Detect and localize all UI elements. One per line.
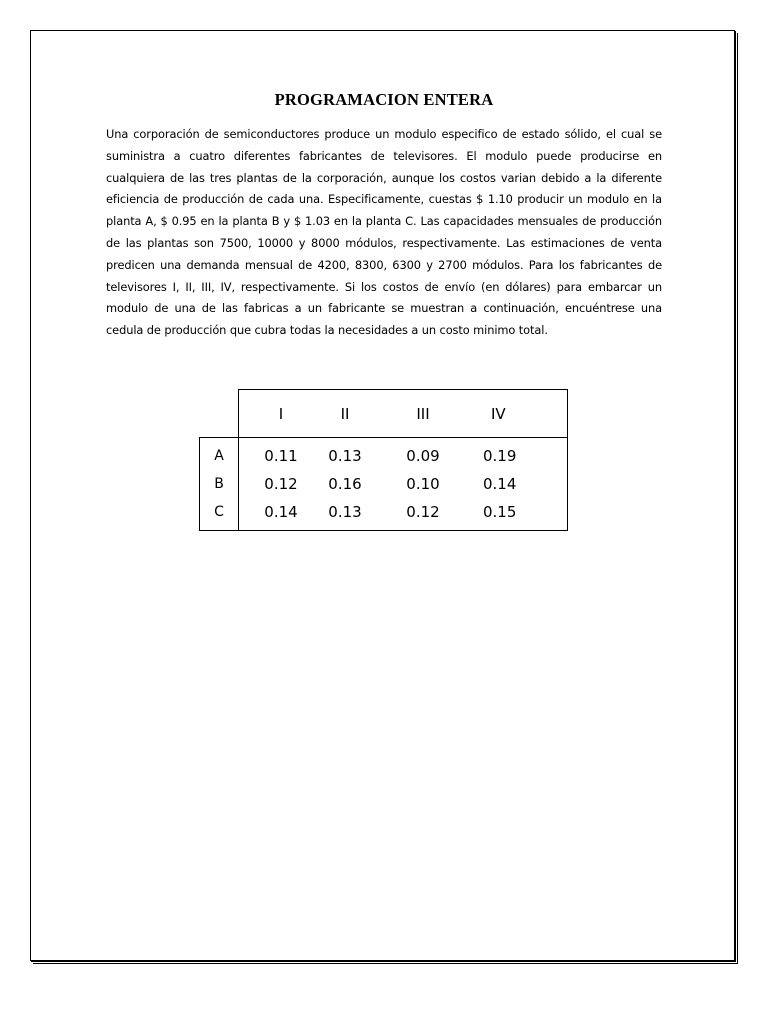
cell-b-ii: 0.16 <box>328 475 362 493</box>
row-header-a: A <box>200 438 239 471</box>
row-header-c: C <box>200 498 239 531</box>
cell-a-i: 0.11 <box>239 438 324 471</box>
cell-c-iii: 0.12 <box>367 498 479 531</box>
cell-c-iv: 0.15 <box>479 498 567 531</box>
table-row-c <box>200 498 568 531</box>
row-header-b: B <box>200 470 239 498</box>
column-header-iii: III <box>367 390 479 438</box>
table-row-b <box>200 470 568 498</box>
table-corner <box>200 390 239 438</box>
cell-b-i: 0.12 <box>264 475 298 493</box>
cell-c-i: 0.14 <box>239 498 324 531</box>
table-row-a <box>200 438 568 471</box>
column-header-ii: II <box>323 390 367 438</box>
cell-a-iv: 0.19 <box>479 438 567 471</box>
cell-b-iii: 0.10 <box>406 475 440 493</box>
problem-statement: Una corporación de semiconductores produce un modulo especifico de estado sólido, el cual se suministra a cuatro diferentes fabricantes de televisores. El modulo puede producirse en cualquiera de las tres plantas de la corporación, aunque los costos varian debido a la diferente eficiencia de producción de cada una. Especificamente, cuestas $ 1.10 producir un modulo en la planta A, $ 0.95 en la planta B y $ 1.03 en la planta C. Las capacidades mensuales de producción de las plantas son 7500, 10000 y 8000 módulos, respectivamente. Las estimaciones de venta predicen una demanda mensual de 4200, 8300, 6300 y 2700 módulos. Para los fabricantes de televisores I, II, III, IV, respectivamente. Si los costos de envío (en dólares) para embarcar un modulo de una de las fabricas a un fabricante se muestran a continuación, encuéntrese una cedula de producción que cubra todas la necesidades a un costo minimo total. <box>106 127 662 338</box>
cell-b-iv: 0.14 <box>479 470 567 498</box>
column-header-i: I <box>239 390 324 438</box>
column-header-iv: IV <box>479 390 567 438</box>
table-header-row <box>200 390 568 438</box>
cell-c-ii: 0.13 <box>323 498 367 531</box>
document-title: PROGRAMACION ENTERA <box>274 90 494 109</box>
shipping-cost-table <box>199 389 568 531</box>
cell-a-iii: 0.09 <box>367 438 479 471</box>
cell-a-ii: 0.13 <box>323 438 367 471</box>
